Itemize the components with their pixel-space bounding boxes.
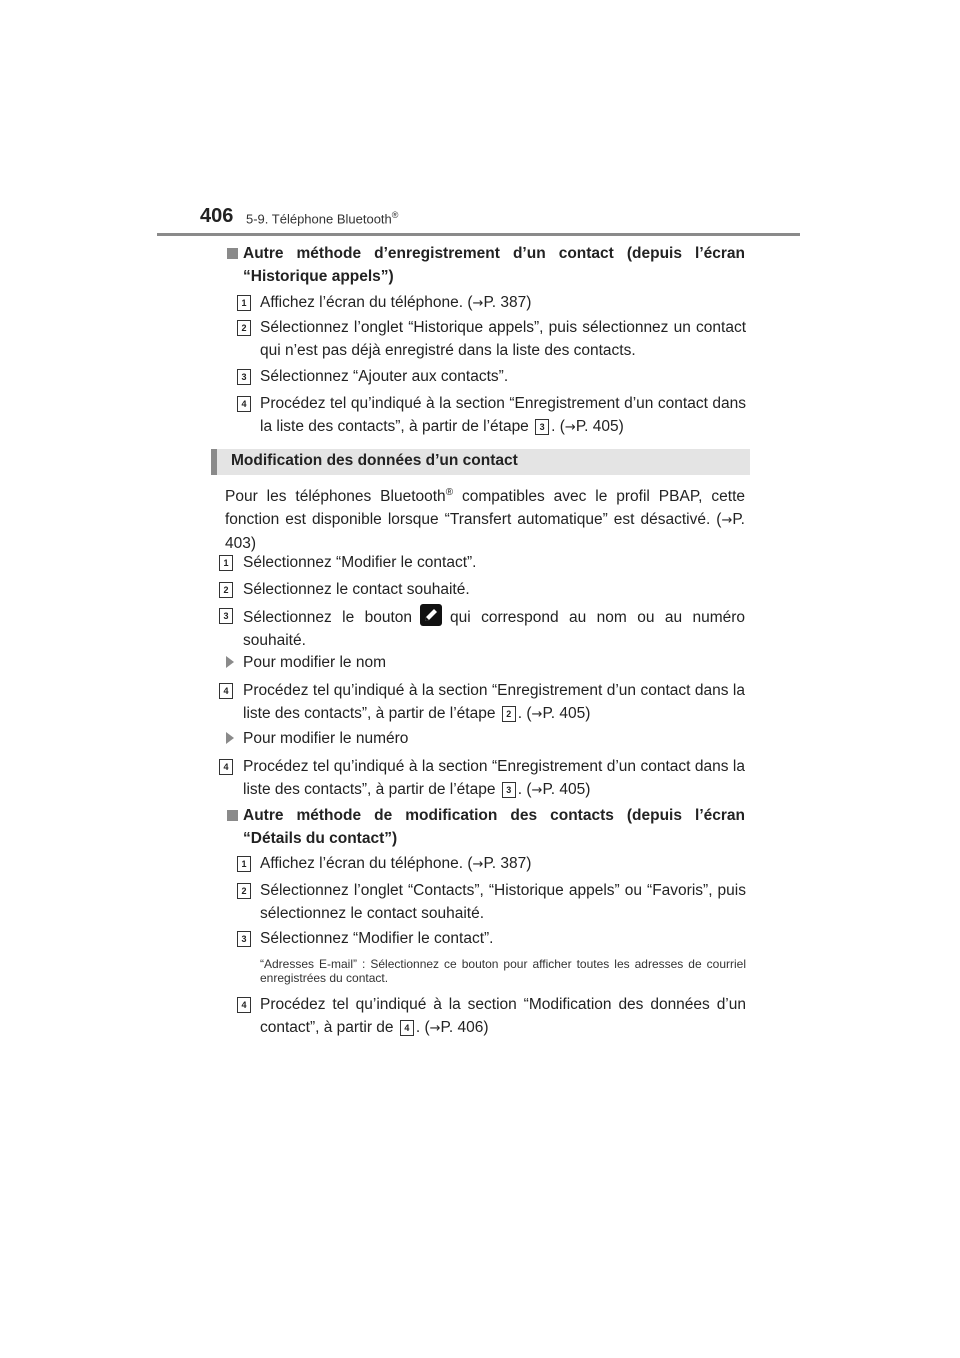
- section-bar-title: Modification des données d’un contact: [231, 452, 518, 469]
- step-text: Procédez tel qu’indiqué à la section “Enregistrement d’un contact dans la liste des contacts”, à partir de l’étape 3 . (→P. 405): [243, 758, 745, 798]
- running-head: [246, 210, 398, 226]
- triangle-bullet-icon: [226, 732, 234, 744]
- running-head-text: 5-9. Téléphone Bluetooth: [246, 211, 392, 227]
- step-text: Sélectionnez l’onglet “Contacts”, “Historique appels” ou “Favoris”, puis sélectionnez le contact souhaité.: [260, 882, 746, 922]
- step-badge: 4: [237, 396, 251, 412]
- step-text: Sélectionnez “Ajouter aux contacts”.: [260, 368, 509, 385]
- step-text: Affichez l’écran du téléphone. (→P. 387): [260, 855, 532, 872]
- step-text: Procédez tel qu’indiqué à la section “Enregistrement d’un contact dans la liste des contacts”, à partir de l’étape 3 . (→P. 405): [260, 395, 746, 435]
- section-a-title: Autre méthode d’enregistrement d’un contact (depuis l’écran “Historique appels”): [243, 245, 745, 285]
- intro-text: Pour les téléphones Bluetooth® compatibles avec le profil PBAP, cette fonction est disponible lorsque “Transfert automatique” est désactivé. (→P. 403): [225, 487, 745, 553]
- step-text: Affichez l’écran du téléphone. (→P. 387): [260, 294, 532, 311]
- step-text: Sélectionnez le contact souhaité.: [243, 581, 470, 598]
- step-badge: 1: [237, 295, 251, 311]
- step-badge: 3: [237, 369, 251, 385]
- section-c-note: “Adresses E-mail” : Sélectionnez ce bouton pour afficher toutes les adresses de courriel enregistrées du contact.: [260, 957, 746, 985]
- step-badge: 1: [237, 856, 251, 872]
- registered-mark: ®: [391, 210, 399, 220]
- inline-step-badge: 3: [535, 419, 549, 435]
- option-label: Pour modifier le nom: [243, 654, 387, 671]
- step-badge: 4: [237, 997, 251, 1013]
- square-bullet-icon: [227, 810, 238, 821]
- square-bullet-icon: [227, 248, 238, 259]
- step-badge: 4: [219, 683, 233, 699]
- step-badge: 2: [237, 320, 251, 336]
- triangle-bullet-icon: [226, 656, 234, 668]
- step-text: Sélectionnez le bouton qui correspond au nom ou au numéro souhaité.: [243, 604, 745, 652]
- section-bar: [211, 449, 750, 475]
- step-badge: 3: [219, 608, 233, 624]
- step-text: Procédez tel qu’indiqué à la section “Enregistrement d’un contact dans la liste des contacts”, à partir de l’étape 2 . (→P. 405): [243, 682, 745, 722]
- step-badge: 3: [237, 931, 251, 947]
- section-c-title: Autre méthode de modification des contacts (depuis l’écran “Détails du contact”): [243, 807, 745, 847]
- step-badge: 1: [219, 555, 233, 571]
- step-badge: 4: [219, 759, 233, 775]
- pencil-icon: [420, 604, 442, 626]
- page-number: 406: [200, 205, 234, 227]
- step-badge: 2: [237, 883, 251, 899]
- inline-step-badge: 2: [502, 706, 516, 722]
- inline-step-badge: 3: [502, 782, 516, 798]
- step-text: Sélectionnez “Modifier le contact”.: [243, 554, 477, 571]
- inline-step-badge: 4: [400, 1020, 414, 1036]
- header-rule: [157, 233, 800, 236]
- step-text: Sélectionnez l’onglet “Historique appels”, puis sélectionnez un contact qui n’est pas déjà enregistré dans la liste des contacts.: [260, 319, 746, 359]
- option-label: Pour modifier le numéro: [243, 730, 409, 747]
- step-text: Procédez tel qu’indiqué à la section “Modification des données d’un contact”, à partir de 4 . (→P. 406): [260, 996, 746, 1036]
- step-text: Sélectionnez “Modifier le contact”.: [260, 930, 494, 947]
- step-badge: 2: [219, 582, 233, 598]
